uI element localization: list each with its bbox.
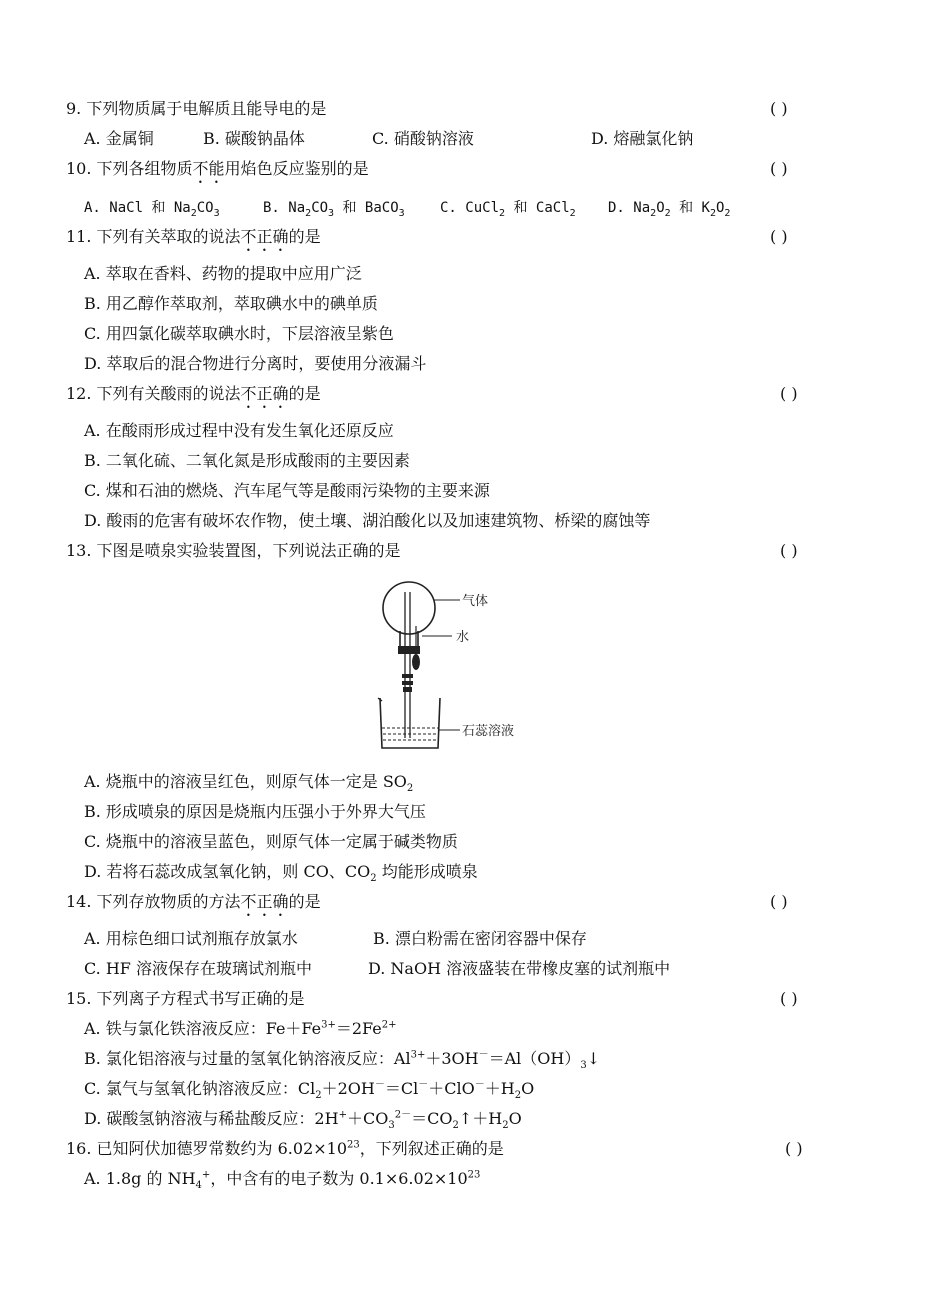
question-12-stem: 12. 下列有关酸雨的说法不正确的是 xyxy=(66,384,321,403)
answer-paren-13[interactable]: ( ) xyxy=(780,541,798,560)
question-14-stem: 14. 下列存放物质的方法不正确的是 xyxy=(66,892,321,911)
q10-option-a[interactable]: A. NaCl 和 $Na_2CO_3$ xyxy=(84,200,220,219)
q13-option-d[interactable]: D. 若将石蕊改成氢氧化钠，则 CO、$CO_2$ 均能形成喷泉 xyxy=(84,862,478,885)
emphasis-text: 不正确 xyxy=(240,227,289,246)
q9-option-b[interactable]: B. 碳酸钠晶体 xyxy=(203,129,305,148)
answer-paren-12[interactable]: ( ) xyxy=(780,384,798,403)
emphasis-text: 不正确 xyxy=(240,892,289,911)
q14-option-d[interactable]: D. NaOH 溶液盛装在带橡皮塞的试剂瓶中 xyxy=(368,959,671,978)
question-10-stem: 10. 下列各组物质不能用焰色反应鉴别的是 xyxy=(66,159,369,178)
q9-option-d[interactable]: D. 熔融氯化钠 xyxy=(591,129,694,148)
answer-paren-16[interactable]: ( ) xyxy=(785,1139,803,1158)
q10-option-d[interactable]: D. $Na_2O_2$ 和 $K_2O_2$ xyxy=(608,200,731,219)
q11-option-b[interactable]: B. 用乙醇作萃取剂，萃取碘水中的碘单质 xyxy=(84,294,378,313)
q9-option-c[interactable]: C. 硝酸钠溶液 xyxy=(372,129,474,148)
q15-option-b[interactable]: B. 氯化铝溶液与过量的氢氧化钠溶液反应：$Al^{3+}+3OH^-=Al(OH)_3↓$ xyxy=(84,1049,601,1072)
q15-option-d[interactable]: D. 碳酸氢钠溶液与稀盐酸反应：$2H^++CO_3^{2-}=CO_2↑+H_2O$ xyxy=(84,1109,522,1132)
answer-paren-9[interactable]: ( ) xyxy=(770,99,788,118)
question-13-stem: 13. 下图是喷泉实验装置图，下列说法正确的是 xyxy=(66,541,401,560)
q10-option-c[interactable]: C. CuCl$_2$ 和 CaCl$_2$ xyxy=(440,200,576,219)
q12-option-c[interactable]: C. 煤和石油的燃烧、汽车尾气等是酸雨污染物的主要来源 xyxy=(84,481,490,500)
q12-option-d[interactable]: D. 酸雨的危害有破坏农作物，使土壤、湖泊酸化以及加速建筑物、桥梁的腐蚀等 xyxy=(84,511,651,530)
answer-paren-14[interactable]: ( ) xyxy=(770,892,788,911)
fountain-apparatus-figure xyxy=(372,578,562,758)
answer-paren-10[interactable]: ( ) xyxy=(770,159,788,178)
q10-option-b[interactable]: B. $Na_2CO_3$ 和 BaCO$_3$ xyxy=(263,200,405,219)
q14-option-c[interactable]: C. HF 溶液保存在玻璃试剂瓶中 xyxy=(84,959,312,978)
q14-option-b[interactable]: B. 漂白粉需在密闭容器中保存 xyxy=(373,929,587,948)
q11-option-a[interactable]: A. 萃取在香料、药物的提取中应用广泛 xyxy=(84,264,362,283)
q16-option-a[interactable]: A. 1.8g 的 $NH_4^+$，中含有的电子数为 $0.1\times 6.02\times 10^{23}$ xyxy=(84,1169,481,1192)
fountain-apparatus-diagram xyxy=(372,578,562,758)
q13-option-b[interactable]: B. 形成喷泉的原因是烧瓶内压强小于外界大气压 xyxy=(84,802,426,821)
q12-option-a[interactable]: A. 在酸雨形成过程中没有发生氧化还原反应 xyxy=(84,421,394,440)
q14-option-a[interactable]: A. 用棕色细口试剂瓶存放氯水 xyxy=(84,929,298,948)
q13-option-a[interactable]: A. 烧瓶中的溶液呈红色，则原气体一定是 $SO_2$ xyxy=(84,772,414,795)
answer-paren-15[interactable]: ( ) xyxy=(780,989,798,1008)
label-water: 水 xyxy=(456,630,470,645)
q12-option-b[interactable]: B. 二氧化硫、二氧化氮是形成酸雨的主要因素 xyxy=(84,451,410,470)
answer-paren-11[interactable]: ( ) xyxy=(770,227,788,246)
q15-option-c[interactable]: C. 氯气与氢氧化钠溶液反应：$Cl_2+2OH^-=Cl^-+ClO^-+H_2O$ xyxy=(84,1079,535,1102)
question-11-stem: 11. 下列有关萃取的说法不正确的是 xyxy=(66,227,321,246)
question-9-stem: 9. 下列物质属于电解质且能导电的是 xyxy=(66,99,327,118)
q11-option-d[interactable]: D. 萃取后的混合物进行分离时，要使用分液漏斗 xyxy=(84,354,427,373)
q9-option-a[interactable]: A. 金属铜 xyxy=(84,129,154,148)
q15-option-a[interactable]: A. 铁与氯化铁溶液反应：$Fe+Fe^{3+}=2Fe^{2+}$ xyxy=(84,1019,397,1038)
q11-option-c[interactable]: C. 用四氯化碳萃取碘水时，下层溶液呈紫色 xyxy=(84,324,394,343)
emphasis-text: 不能 xyxy=(192,159,225,178)
label-litmus-solution: 石蕊溶液 xyxy=(462,724,515,739)
label-gas: 气体 xyxy=(462,594,489,609)
question-15-stem: 15. 下列离子方程式书写正确的是 xyxy=(66,989,305,1008)
question-16-stem: 16. 已知阿伏加德罗常数约为 $6.02\times 10^{23}$，下列叙述正确的是 xyxy=(66,1139,504,1158)
q13-option-c[interactable]: C. 烧瓶中的溶液呈蓝色，则原气体一定属于碱类物质 xyxy=(84,832,458,851)
emphasis-text: 不正确 xyxy=(240,384,289,403)
